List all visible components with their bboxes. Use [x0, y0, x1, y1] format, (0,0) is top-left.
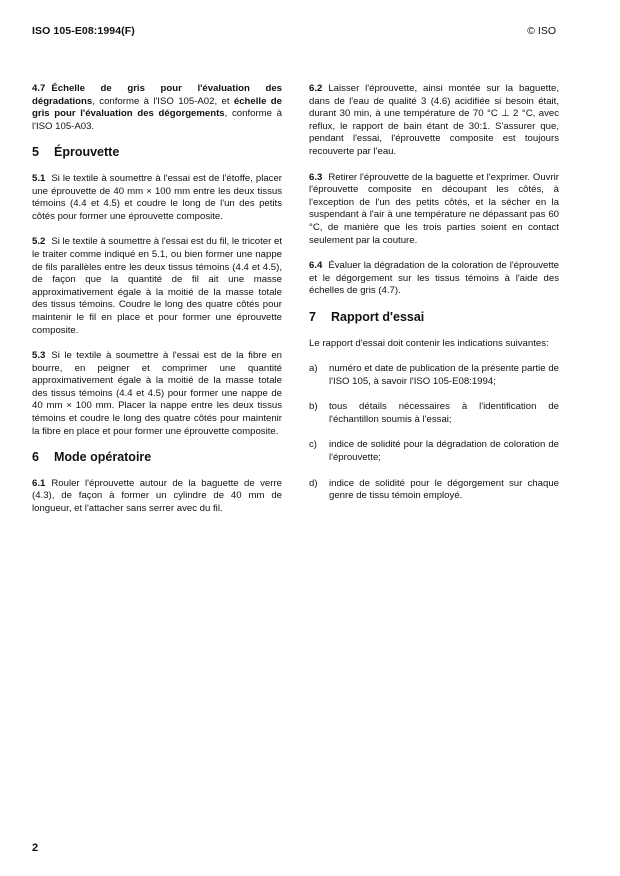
list-item-label: a)	[309, 363, 318, 375]
clause-number: 6.3	[309, 171, 323, 183]
clause-4-7	[32, 83, 282, 133]
clause-6-2	[309, 83, 559, 159]
section-number: 7	[309, 309, 316, 324]
copyright-mark: © ISO	[527, 25, 556, 37]
clause-text: Si le textile à soumettre à l'essai est du fil, le tricoter et le traiter comme indiqué en 5.1, ou bien former une nappe de fils parallèles entre les deux tissus témoins (4.4 et 4.5), de façon que la quantité de fil ait une masse approximativement égale à la moitié de la masse totale des tissus témoins. Coudre le long des quatre côtés pour maintenir le fil en place et pour former une éprouvette composite.	[32, 236, 282, 336]
list-item	[309, 401, 559, 426]
section-number: 5	[32, 145, 39, 160]
clause-text: Si le textile à soumettre à l'essai est de l'étoffe, placer une éprouvette de 40 mm × 100 mm entre les deux tissus témoins (4.4 et 4.5) et coudre le long de l'un des petits côtés pour former une éprouvette composite.	[32, 172, 282, 222]
section-heading-7	[309, 311, 559, 324]
clause-bold-term: échelle de gris pour l'évaluation des dégorgements	[32, 95, 282, 120]
clause-number: 6.4	[309, 260, 323, 272]
section-number: 6	[32, 450, 39, 465]
list-item-label: c)	[309, 439, 317, 451]
clause-text: Évaluer la dégradation de la coloration de l'éprouvette et le dégorgement sur les tissus témoins à l'aide des échelles de gris (4.7).	[309, 260, 559, 297]
clause-number: 5.3	[32, 350, 46, 362]
section-title: Rapport d'essai	[331, 309, 425, 324]
clause-number: 4.7	[32, 83, 46, 94]
list-item-text: indice de solidité pour le dégorgement sur chaque genre de tissu témoin employé.	[329, 477, 559, 502]
clause-6-4	[309, 260, 559, 298]
clause-6-1	[32, 478, 282, 516]
list-item-label: d)	[309, 477, 318, 489]
report-intro: Le rapport d'essai doit contenir les indications suivantes:	[309, 337, 549, 349]
right-column	[309, 83, 559, 516]
section-heading-5	[32, 146, 282, 159]
clause-text: Laisser l'éprouvette, ainsi montée sur la baguette, dans de l'eau de qualité 3 (4.6) acidifiée si besoin était, durant 30 min, à une température de 70 °C ⊥ 2 °C, avec reflux, le rapport de bain étant de 30:1. S'assurer que, pendant l'essai, l'éprouvette composite est toujours recouverte par l'eau.	[309, 83, 559, 157]
clause-6-3	[309, 172, 559, 248]
clause-number: 6.1	[32, 477, 46, 489]
left-column	[32, 83, 282, 529]
clause-bold-term: Échelle de gris pour l'évaluation des dégradations	[32, 83, 282, 107]
clause-text: Retirer l'éprouvette de la baguette et l'exprimer. Ouvrir l'éprouvette composite en découpant les côtés, à l'exception de l'un des petits côtés, et la sécher en la suspendant à l'air à une température ne dépassant pas 60 °C, de manière que les trois parties soient en contact seulement par la couture.	[309, 171, 559, 246]
list-item-label: b)	[309, 401, 318, 413]
clause-5-3	[32, 350, 282, 438]
list-item-text: tous détails nécessaires à l'identification de l'échantillon soumis à l'essai;	[329, 401, 559, 425]
clause-number: 5.1	[32, 172, 46, 184]
clause-number: 5.2	[32, 236, 46, 248]
clause-5-1	[32, 173, 282, 223]
section-heading-6	[32, 451, 282, 464]
section-title: Éprouvette	[54, 145, 120, 160]
clause-text: Rouler l'éprouvette autour de la baguette de verre (4.3), de façon à former un cylindre de 40 mm de longueur, et l'attacher sans serrer avec du fil.	[32, 477, 282, 515]
clause-number: 6.2	[309, 83, 323, 94]
list-item	[309, 439, 559, 464]
list-item-text: numéro et date de publication de la présente partie de l'ISO 105, à savoir l'ISO 105-E08:1994;	[329, 363, 559, 387]
page-number: 2	[32, 842, 39, 854]
list-item-text: indice de solidité pour la dégradation de coloration de l'éprouvette;	[329, 439, 559, 464]
clause-text: Si le textile à soumettre à l'essai est de la fibre en bourre, en peigner et comprimer une quantité approximativement égale à la moitié de la masse totale des tissus témoins (4.4 et 4.5) pour former une nappe de 40 mm × 100 mm. Placer la nappe entre les deux tissus témoins et coudre le long des quatre côtés pour maintenir la fibre en place et pour former une éprouvette composite.	[32, 350, 282, 437]
clause-text: , conforme à l'ISO 105-A03.	[32, 108, 283, 132]
report-items-list	[309, 363, 559, 503]
list-item	[309, 363, 559, 388]
list-item	[309, 478, 559, 503]
document-id: ISO 105-E08:1994(F)	[32, 25, 135, 37]
section-title: Mode opératoire	[54, 450, 152, 465]
clause-5-2	[32, 236, 282, 337]
clause-text: , conforme à l'ISO 105-A02, et	[92, 95, 234, 107]
